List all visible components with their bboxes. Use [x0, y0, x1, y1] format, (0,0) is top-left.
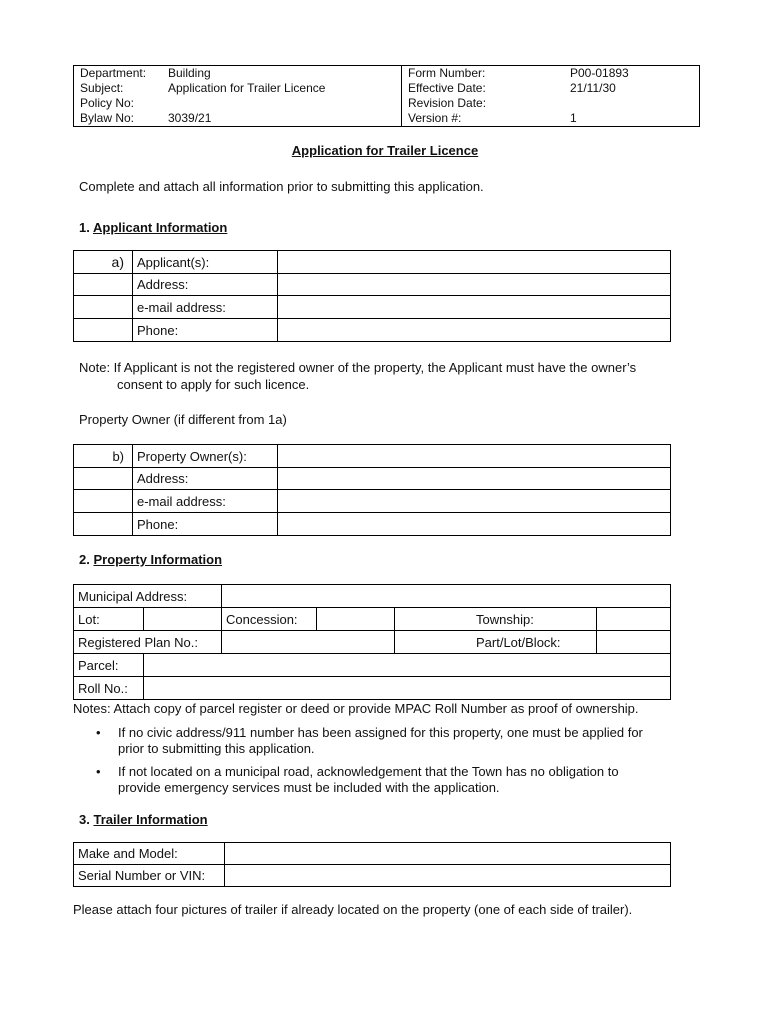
version-label: Version #:	[408, 111, 462, 125]
municipal-road-note-line1: If not located on a municipal road, acknowledgement that the Town has no obligation to	[118, 764, 619, 779]
applicant-table	[73, 250, 671, 342]
applicant-marker-blank	[74, 274, 133, 296]
section-1-title: Applicant Information	[92, 220, 228, 235]
owner-marker-blank	[74, 468, 133, 490]
applicant-email-input[interactable]	[278, 296, 671, 319]
property-owner-table	[73, 444, 671, 536]
part-lot-block-input[interactable]	[597, 631, 671, 654]
owner-address-input[interactable]	[278, 468, 671, 490]
section-1-heading	[79, 220, 227, 235]
section-1-number: 1.	[79, 220, 90, 235]
parcel-input[interactable]	[144, 654, 671, 677]
section-2-number: 2.	[79, 552, 90, 567]
municipal-address-input[interactable]	[222, 585, 671, 608]
property-table	[73, 584, 671, 700]
roll-no-input[interactable]	[144, 677, 671, 700]
civic-address-note-line1: If no civic address/911 number has been assigned for this property, one must be applied for	[118, 725, 643, 740]
bylaw-value: 3039/21	[162, 111, 402, 127]
policy-label: Policy No:	[80, 96, 135, 110]
section-2-heading	[79, 552, 222, 567]
concession-label: Concession:	[222, 608, 317, 631]
owner-phone-label: Phone:	[133, 513, 278, 536]
department-label: Department:	[80, 66, 147, 80]
ownership-proof-note: Notes: Attach copy of parcel register or deed or provide MPAC Roll Number as proof of ownership.	[73, 701, 639, 716]
serial-vin-label: Serial Number or VIN:	[74, 865, 225, 887]
applicant-address-label: Address:	[133, 274, 278, 296]
lot-input[interactable]	[144, 608, 222, 631]
section-2-title: Property Information	[93, 552, 223, 567]
municipal-address-label: Municipal Address:	[74, 585, 222, 608]
revision-date-value	[564, 96, 700, 111]
owner-phone-input[interactable]	[278, 513, 671, 536]
trailer-table	[73, 842, 671, 887]
section-3-number: 3.	[79, 812, 90, 827]
owner-marker-blank	[74, 513, 133, 536]
owner-address-label: Address:	[133, 468, 278, 490]
bylaw-label: Bylaw No:	[80, 111, 135, 125]
section-3-title: Trailer Information	[93, 812, 208, 827]
property-owner-input[interactable]	[278, 445, 671, 468]
parcel-label: Parcel:	[74, 654, 144, 677]
applicant-phone-input[interactable]	[278, 319, 671, 342]
bullet-icon: •	[96, 725, 101, 740]
applicant-email-label: e-mail address:	[133, 296, 278, 319]
revision-date-label: Revision Date:	[408, 96, 487, 110]
applicant-phone-label: Phone:	[133, 319, 278, 342]
township-label: Township:	[395, 608, 597, 631]
form-number-value: P00-01893	[570, 66, 629, 80]
owner-consent-note-line2: consent to apply for such licence.	[117, 377, 310, 392]
applicant-marker-blank	[74, 319, 133, 342]
owner-row-marker: b)	[74, 445, 133, 468]
owner-consent-note-line1: Note: If Applicant is not the registered owner of the property, the Applicant must have the owner’s	[79, 360, 637, 375]
version-value: 1	[570, 111, 577, 125]
applicant-row-marker: a)	[74, 251, 133, 274]
township-input[interactable]	[597, 608, 671, 631]
owner-marker-blank	[74, 490, 133, 513]
applicant-input[interactable]	[278, 251, 671, 274]
applicant-address-input[interactable]	[278, 274, 671, 296]
form-title: Application for Trailer Licence	[291, 143, 479, 158]
form-number-label: Form Number:	[408, 66, 486, 80]
effective-date-value: 21/11/30	[570, 81, 616, 95]
roll-no-label: Roll No.:	[74, 677, 144, 700]
serial-vin-input[interactable]	[225, 865, 671, 887]
subject-label: Subject:	[80, 81, 124, 95]
list-item	[73, 725, 693, 757]
department-value: Building	[162, 66, 402, 82]
list-item	[73, 764, 693, 796]
concession-input[interactable]	[317, 608, 395, 631]
policy-value	[162, 96, 402, 111]
applicant-label: Applicant(s):	[133, 251, 278, 274]
trailer-pictures-note: Please attach four pictures of trailer if already located on the property (one of each side of trailer).	[73, 902, 633, 917]
part-lot-block-label: Part/Lot/Block:	[395, 631, 597, 654]
intro-text: Complete and attach all information prior to submitting this application.	[79, 179, 484, 194]
property-owner-caption: Property Owner (if different from 1a)	[79, 412, 287, 427]
owner-email-input[interactable]	[278, 490, 671, 513]
effective-date-label: Effective Date:	[408, 81, 486, 95]
registered-plan-label: Registered Plan No.:	[74, 631, 222, 654]
lot-label: Lot:	[74, 608, 144, 631]
subject-value: Application for Trailer Licence	[162, 81, 402, 96]
make-model-input[interactable]	[225, 843, 671, 865]
civic-address-note-line2: prior to submitting this application.	[118, 741, 315, 756]
property-notes-list	[73, 725, 693, 803]
section-3-heading	[79, 812, 208, 827]
property-owner-label: Property Owner(s):	[133, 445, 278, 468]
applicant-marker-blank	[74, 296, 133, 319]
bullet-icon: •	[96, 764, 101, 779]
document-header-table	[73, 65, 700, 127]
owner-email-label: e-mail address:	[133, 490, 278, 513]
municipal-road-note-line2: provide emergency services must be included with the application.	[118, 780, 500, 795]
registered-plan-input[interactable]	[222, 631, 395, 654]
make-model-label: Make and Model:	[74, 843, 225, 865]
